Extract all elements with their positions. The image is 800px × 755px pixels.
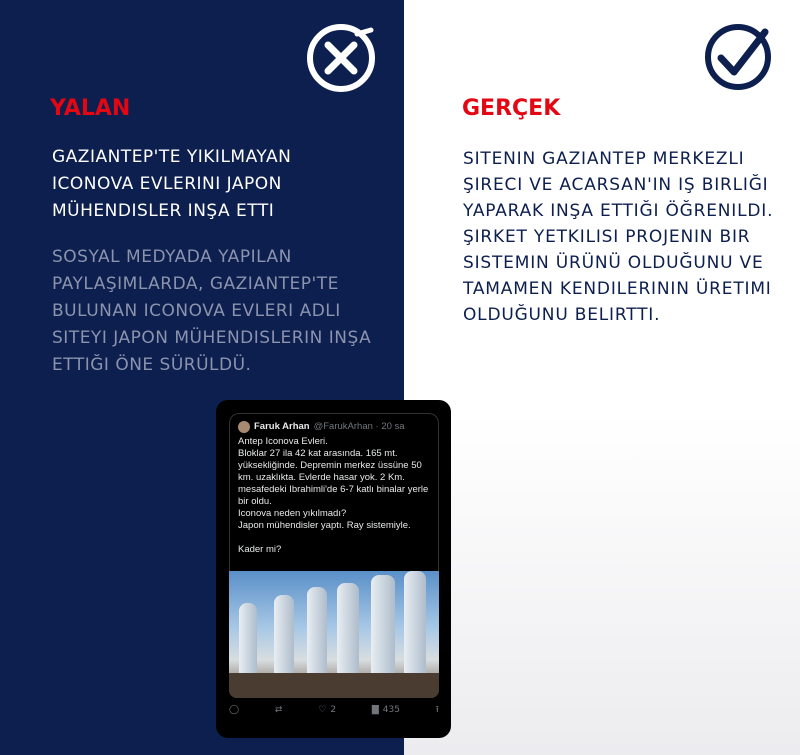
false-description: SOSYAL MEDYADA YAPILAN PAYLAŞIMLARDA, GAZIANTEP'TE BULUNAN ICONOVA EVLERI ADLI SITEYI JAPON MÜHENDISLERIN INŞA ETTIĞI ÖNE SÜRÜLDÜ.: [52, 247, 372, 375]
tweet: [229, 413, 439, 571]
tweet-handle: @FarukArhan · 20 sa: [313, 421, 405, 432]
true-label: GERÇEK: [462, 96, 561, 121]
true-text: SITENIN GAZIANTEP MERKEZLI ŞIRECI VE ACARSAN'IN IŞ BIRLIĞI YAPARAK INŞA ETTIĞI ÖĞRENILDI. ŞIRKET YETKILISI PROJENIN BIR SISTEMIN ÜRÜNÜ OLDUĞUNU VE TAMAMEN KENDILERININ ÜRETIMI OLDUĞUNU BELIRTTI.: [463, 149, 774, 325]
retweet-icon[interactable]: ⇄: [274, 705, 283, 715]
like-icon[interactable]: ♡: [318, 705, 327, 715]
share-icon[interactable]: ⭱: [435, 705, 439, 715]
tweet-photo: [229, 571, 439, 698]
false-headline: GAZIANTEP'TE YIKILMAYAN ICONOVA EVLERINI JAPON MÜHENDISLER INŞA ETTI: [52, 147, 292, 221]
tweet-body: Antep Iconova Evleri. Bloklar 27 ila 42 kat arasında. 165 mt. yüksekliğinde. Depremin merkez üssüne 50 km. uzaklıkta. Evlerde hasar yok. 2 Km. mesafedeki Ibrahimli'de 6-7 katlı binalar yerle bir oldu. Iconova neden yıkılmadı? Japon mühendisler yaptı. Ray sistemiyle. Kader mi?: [238, 436, 429, 555]
reply-icon[interactable]: ◯: [229, 705, 240, 715]
x-circle-icon: [305, 22, 377, 94]
tweet-author: Faruk Arhan: [254, 421, 310, 432]
false-label: YALAN: [50, 96, 131, 121]
tweet-actions: [229, 702, 439, 718]
check-circle-icon: [703, 22, 773, 92]
like-count: 2: [330, 705, 337, 715]
view-count: 435: [382, 705, 400, 715]
avatar: [238, 421, 250, 433]
views-icon: ▇: [371, 705, 379, 715]
